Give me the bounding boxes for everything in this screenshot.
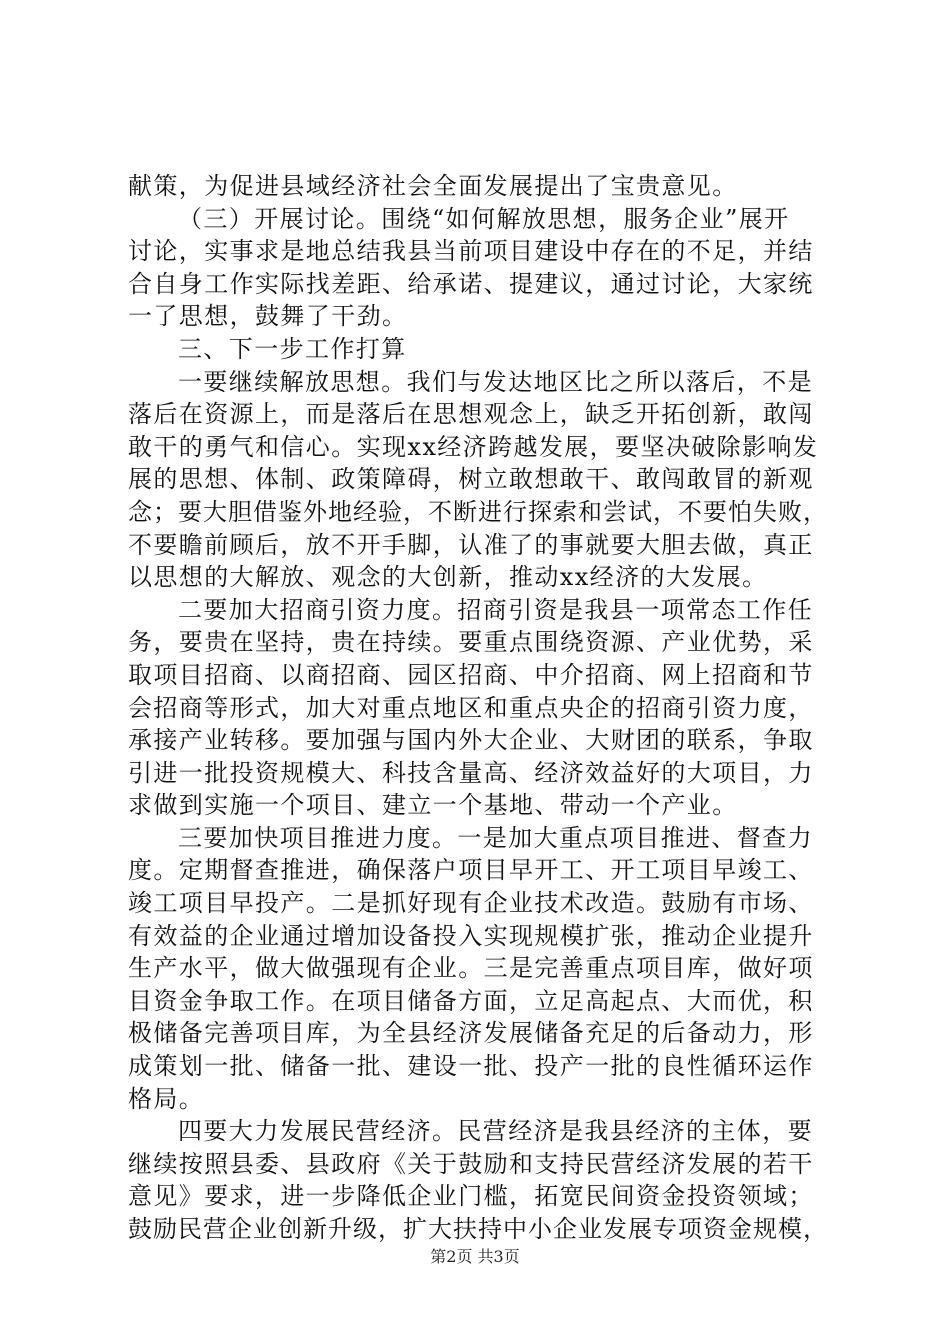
text-line: 落后在资源上，而是落后在思想观念上，缺乏开拓创新，敢闯 [128,400,814,429]
text-line: 取项目招商、以商招商、园区招商、中介招商、网上招商和节 [128,660,814,689]
text-line: 引进一批投资规模大、科技含量高、经济效益好的大项目，力 [128,758,814,787]
text-line: 承接产业转移。要加强与国内外大企业、大财团的联系，争取 [128,726,814,755]
text-line: 讨论，实事求是地总结我县当前项目建设中存在的不足，并结 [128,237,814,266]
text-line: 一了思想，鼓舞了干劲。 [128,302,408,331]
page-number-footer: 第2页 共3页 [430,1247,520,1266]
text-line: 一要继续解放思想。我们与发达地区比之所以落后，不是 [178,367,813,396]
text-line: 度。定期督查推进，确保落户项目早开工、开工项目早竣工、 [128,856,814,885]
text-line: 合自身工作实际找差距、给承诺、提建议，通过讨论，大家统 [128,269,814,298]
text-line: 三要加快项目推进力度。一是加大重点项目推进、督查力 [178,823,813,852]
text-line: 敢干的勇气和信心。实现xx经济跨越发展，要坚决破除影响发 [128,432,819,461]
text-line: 继续按照县委、县政府《关于鼓励和支持民营经济发展的若干 [128,1149,814,1178]
text-line: 成策划一批、储备一批、建设一批、投产一批的良性循环运作 [128,1052,814,1081]
text-line: 四要大力发展民营经济。民营经济是我县经济的主体，要 [178,1117,813,1146]
text-line: 格局。 [128,1084,205,1113]
text-line: 不要瞻前顾后，放不开手脚，认准了的事就要大胆去做，真正 [128,530,814,559]
section-heading: 三、下一步工作打算 [178,334,407,363]
text-line: （三）开展讨论。围绕“如何解放思想，服务企业”展开 [178,204,790,233]
document-body [128,170,833,1246]
text-line: 竣工项目早投产。二是抓好现有企业技术改造。鼓励有市场、 [128,889,814,918]
text-line: 意见》要求，进一步降低企业门槛，拓宽民间资金投资领域； [128,1182,814,1211]
text-line: 极储备完善项目库，为全县经济发展储备充足的后备动力，形 [128,1019,814,1048]
text-line: 念；要大胆借鉴外地经验，不断进行探索和尝试，不要怕失败， [128,497,828,526]
text-line: 目资金争取工作。在项目储备方面，立足高起点、大而优，积 [128,986,814,1015]
text-line: 二要加大招商引资力度。招商引资是我县一项常态工作任 [178,595,813,624]
text-line: 务，要贵在坚持，贵在持续。要重点围绕资源、产业优势，采 [128,628,814,657]
text-line: 求做到实施一个项目、建立一个基地、带动一个产业。 [128,791,738,820]
text-line: 献策，为促进县域经济社会全面发展提出了宝贵意见。 [128,172,738,200]
text-line: 会招商等形式，加大对重点地区和重点央企的招商引资力度， [128,693,814,722]
text-line: 鼓励民营企业创新升级，扩大扶持中小企业发展专项资金规模， [128,1215,828,1243]
text-line: 生产水平，做大做强现有企业。三是完善重点项目库，做好项 [128,954,814,983]
text-line: 有效益的企业通过增加设备投入实现规模扩张，推动企业提升 [128,921,814,950]
text-line: 展的思想、体制、政策障碍，树立敢想敢干、敢闯敢冒的新观 [128,465,814,494]
text-line: 以思想的大解放、观念的大创新，推动xx经济的大发展。 [128,563,768,592]
